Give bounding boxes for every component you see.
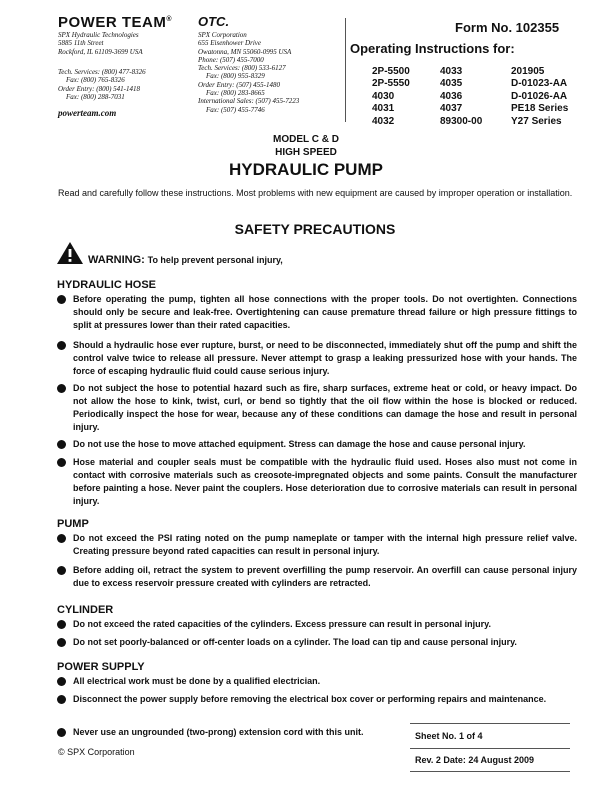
bullet-icon (57, 440, 66, 449)
operating-instructions-heading: Operating Instructions for: (350, 41, 515, 56)
website-link[interactable]: powerteam.com (58, 108, 117, 118)
list-item: Hose material and coupler seals must be compatible with the hydraulic fluid used. Hoses also must not come in contact with corrosive materials such as creosote-impregnated objects and some paints. Consult the manufacturer before painting a hose. Never paint the couplers. Hose deterioration due to corrosive materials can result in personal injury. (57, 456, 577, 508)
header-divider (345, 18, 346, 122)
power-team-logo: POWER TEAM® (58, 14, 173, 31)
list-item: Never use an ungrounded (two-prong) extension cord with this unit. (57, 726, 412, 739)
list-item: Do not subject the hose to potential hazard such as fire, sharp surfaces, extreme heat or cold, or heavy impact. Do not allow the hose to kink, twist, curl, or bend so tightly that the oil flow within the hose is blocked or reduced. Periodically inspect the hose for wear, because any of these conditions can damage the hose and result in personal injury. (57, 382, 577, 434)
section-cylinder: CYLINDER (57, 604, 114, 616)
list-item: Before operating the pump, tighten all hose connections with the proper tools. Do not overtighten. Connections should only be secure and leak-free. Overtightening can cause premature thread failure or high pressure fittings to split at pressures lower than their rated capacities. (57, 293, 577, 332)
bullet-icon (57, 341, 66, 350)
section-pump: PUMP (57, 518, 89, 530)
title-model: MODEL C & D (273, 134, 339, 145)
section-power-supply: POWER SUPPLY (57, 661, 145, 673)
form-number: Form No. 102355 (455, 20, 560, 35)
copyright: © SPX Corporation (58, 747, 135, 757)
bullet-icon (57, 295, 66, 304)
power-team-address: SPX Hydraulic Technologies 5885 11th Street Rockford, IL 61109-3699 USA (58, 31, 143, 56)
footer-divider (410, 748, 570, 749)
bullet-icon (57, 458, 66, 467)
list-item: Do not exceed the PSI rating noted on the pump nameplate or tamper with the internal high pressure relief valve. Creating pressure beyond rated capacities can result in personal injury. (57, 532, 577, 558)
bullet-icon (57, 728, 66, 737)
warning-text: WARNING: To help prevent personal injury, (88, 254, 283, 266)
otc-address: SPX Corporation 655 Eisenhower Drive Owatonna, MN 55060-0995 USA Phone: (507) 455-7000 Tech. Services: (800) 533-6127 Fax: (800) 955-8329 Order Entry: (507) 455-1480 Fax: (800) 283-8665 International Sales: (507) 455-7223 Fax: (507) 455-7746 (198, 31, 300, 114)
list-item: Do not set poorly-balanced or off-center loads on a cylinder. The load can tip and cause personal injury. (57, 636, 577, 649)
footer-divider (410, 723, 570, 724)
otc-logo: OTC. (198, 14, 230, 29)
sheet-number: Sheet No. 1 of 4 (415, 731, 483, 741)
intro-text: Read and carefully follow these instructions. Most problems with new equipment are caused by improper operation or installation. (58, 188, 573, 198)
list-item: Should a hydraulic hose ever rupture, burst, or need to be disconnected, immediately shut off the pump and shift the control valve twice to release all pressure. Never attempt to grasp a leaking pressurized hose with your hands. The force of escaping hydraulic fluid could cause serious injury. (57, 339, 577, 378)
section-hydraulic-hose: HYDRAULIC HOSE (57, 279, 157, 291)
list-item: Do not use the hose to move attached equipment. Stress can damage the hose and cause personal injury. (57, 438, 577, 451)
list-item: Before adding oil, retract the system to prevent overfilling the pump reservoir. An overfill can cause personal injury due to excess reservoir pressure created with cylinders are retracted. (57, 564, 577, 590)
revision-date: Rev. 2 Date: 24 August 2009 (415, 755, 535, 765)
bullet-icon (57, 677, 66, 686)
list-item: Disconnect the power supply before removing the electrical box cover or performing repairs and maintenance. (57, 693, 577, 706)
bullet-icon (57, 638, 66, 647)
bullet-icon (57, 695, 66, 704)
bullet-icon (57, 566, 66, 575)
warning-icon (56, 241, 84, 265)
list-item: All electrical work must be done by a qualified electrician. (57, 675, 577, 688)
safety-heading: SAFETY PRECAUTIONS (234, 221, 396, 237)
list-item: Do not exceed the rated capacities of the cylinders. Excess pressure can result in personal injury. (57, 618, 577, 631)
page-title: HYDRAULIC PUMP (229, 160, 383, 179)
title-subtitle: HIGH SPEED (275, 147, 337, 158)
bullet-icon (57, 620, 66, 629)
bullet-icon (57, 384, 66, 393)
footer-divider (410, 771, 570, 772)
bullet-icon (57, 534, 66, 543)
power-team-contacts: Tech. Services: (800) 477-8326 Fax: (800) 765-8326 Order Entry: (800) 541-1418 Fax: (800) 288-7031 (58, 68, 146, 101)
